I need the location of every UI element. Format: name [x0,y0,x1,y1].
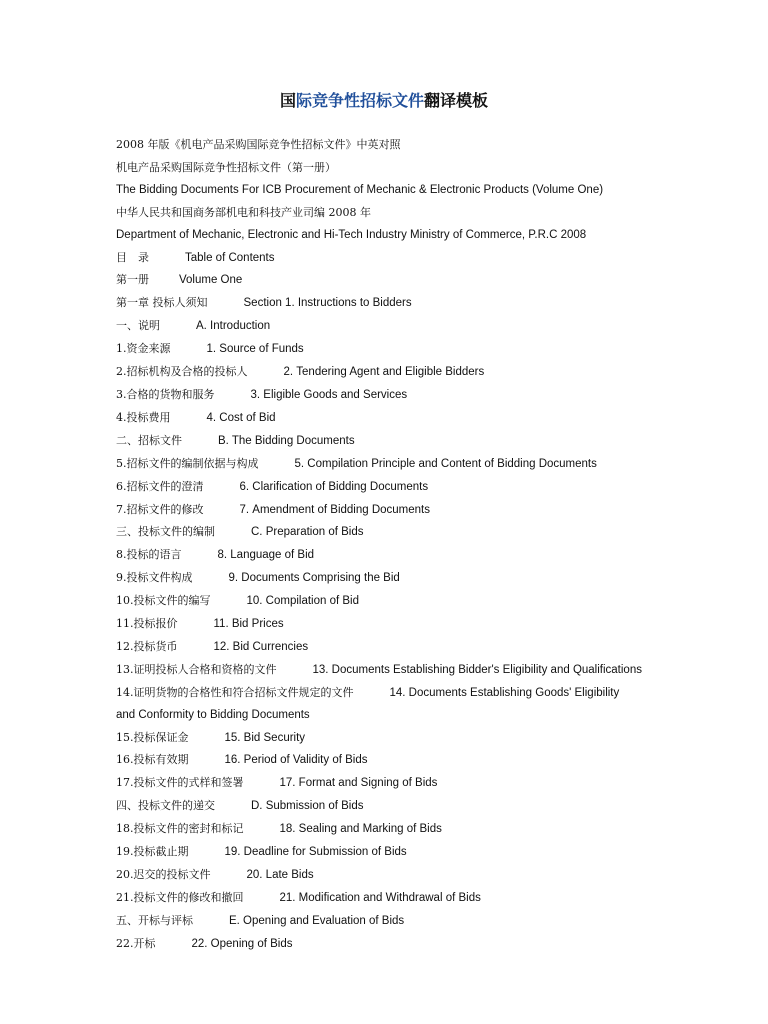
line-english-text: 22. Opening of Bids [191,937,293,950]
line-chinese-text: 19.投标截止期 [116,845,189,859]
document-line [116,180,736,202]
document-line [116,636,736,659]
line-chinese-text: 14.证明货物的合格性和符合招标文件规定的文件 [116,685,354,699]
document-line [116,521,736,544]
line-chinese-text: 目 录 [116,250,149,264]
line-english-text: E. Opening and Evaluation of Bids [229,914,405,927]
document-line [116,338,736,361]
line-english-text: 12. Bid Currencies [213,640,309,653]
document-line [116,705,736,727]
line-english-text: B. The Bidding Documents [218,434,355,447]
document-line [116,269,736,292]
line-english-text: D. Submission of Bids [251,800,364,813]
line-chinese-text: 11.投标报价 [116,617,178,631]
document-line [116,544,736,567]
line-chinese-text: 18.投标文件的密封和标记 [116,822,244,836]
document-line [116,818,736,841]
document-body [116,134,736,956]
line-english-text: Table of Contents [185,251,275,264]
line-chinese-text: 16.投标有效期 [116,753,189,767]
document-line [116,933,736,956]
line-english-text: and Conformity to Bidding Documents [116,708,310,721]
document-line [116,499,736,522]
document-line [116,795,736,818]
line-chinese-text: 9.投标文件构成 [116,571,193,585]
line-chinese-text: 3.合格的货物和服务 [116,387,215,401]
line-english-text: Volume One [179,274,243,287]
document-line [116,864,736,887]
document-line [116,292,736,315]
document-line [116,225,736,247]
line-chinese-text: 二、招标文件 [116,433,182,447]
document-line [116,202,736,225]
document-line [116,157,736,180]
document-line [116,682,736,705]
line-chinese-text: 一、说明 [116,319,160,333]
line-chinese-text: 20.迟交的投标文件 [116,868,211,881]
document-line [116,613,736,636]
line-chinese-text: 2008 年版《机电产品采购国际竞争性招标文件》中英对照 [116,138,401,151]
line-chinese-text: 5.招标文件的编制依据与构成 [116,456,259,470]
line-chinese-text: 2.招标机构及合格的投标人 [116,365,248,379]
line-english-text: 9. Documents Comprising the Bid [228,572,400,585]
document-line [116,476,736,499]
line-english-text: 7. Amendment of Bidding Documents [239,503,430,516]
line-english-text: 4. Cost of Bid [206,411,276,424]
line-english-text: 14. Documents Establishing Goods' Eligibility [389,686,620,699]
line-english-text: 11. Bid Prices [213,618,284,631]
line-english-text: 19. Deadline for Submission of Bids [224,846,407,859]
line-chinese-text: 4.投标费用 [116,410,171,424]
line-chinese-text: 12.投标货币 [116,639,178,653]
title-part-1: 国 [279,91,296,110]
line-english-text: 18. Sealing and Marking of Bids [279,823,442,836]
line-english-text: 8. Language of Bid [217,549,315,562]
line-chinese-text: 四、投标文件的递交 [116,799,215,813]
document-line [116,887,736,910]
document-line [116,772,736,795]
line-chinese-text: 机电产品采购国际竞争性招标文件（第一册） [116,160,336,174]
line-chinese-text: 10.投标文件的编写 [116,594,211,608]
line-chinese-text: 三、投标文件的编制 [116,525,215,539]
line-english-text: 15. Bid Security [224,731,306,744]
line-chinese-text: 21.投标文件的修改和撤回 [116,890,244,904]
line-chinese-text: 22.开标 [116,936,156,950]
document-line [116,384,736,407]
line-chinese-text: 中华人民共和国商务部机电和科技产业司编 2008 年 [116,205,371,219]
document-line [116,910,736,933]
line-english-text: 1. Source of Funds [206,343,304,356]
line-english-text: 6. Clarification of Bidding Documents [239,480,429,493]
line-chinese-text: 17.投标文件的式样和签署 [116,776,244,790]
line-english-text: 5. Compilation Principle and Content of Bidding Documents [294,457,597,470]
line-english-text: 10. Compilation of Bid [246,595,360,608]
line-english-text: 16. Period of Validity of Bids [224,754,368,767]
line-chinese-text: 15.投标保证金 [116,730,189,744]
line-english-text: Section 1. Instructions to Bidders [243,297,412,310]
line-english-text: 17. Format and Signing of Bids [279,777,438,790]
line-english-text: 21. Modification and Withdrawal of Bids [279,891,481,904]
line-chinese-text: 1.资金来源 [116,342,171,356]
title-part-2: 际竞争性招标文件 [295,91,424,110]
line-chinese-text: 第一章 投标人须知 [116,296,208,310]
document-line [116,841,736,864]
document-line [116,659,736,682]
line-chinese-text: 13.证明投标人合格和资格的文件 [116,662,277,676]
document-line [116,727,736,750]
line-chinese-text: 6.招标文件的澄清 [116,479,204,493]
line-chinese-text: 五、开标与评标 [116,913,193,927]
line-english-text: C. Preparation of Bids [251,526,364,539]
line-english-text: 3. Eligible Goods and Services [250,388,408,401]
document-title [0,90,768,112]
title-part-4: 模板 [456,91,489,110]
document-line [116,590,736,613]
line-english-text: 2. Tendering Agent and Eligible Bidders [283,366,485,379]
line-english-text: A. Introduction [196,320,271,333]
document-line [116,361,736,384]
document-line [116,453,736,476]
line-english-text: 13. Documents Establishing Bidder's Eligibility and Qualifications [312,663,642,676]
title-part-3: 翻译 [424,91,457,110]
document-line [116,315,736,338]
line-chinese-text: 7.招标文件的修改 [116,502,204,516]
line-english-text: 20. Late Bids [246,869,314,881]
line-english-text: The Bidding Documents For ICB Procurement of Mechanic & Electronic Products (Volume One) [116,183,604,196]
line-chinese-text: 8.投标的语言 [116,548,182,562]
document-line [116,749,736,772]
document-line [116,567,736,590]
document-line [116,247,736,270]
line-english-text: Department of Mechanic, Electronic and Hi-Tech Industry Ministry of Commerce, P.R.C 2008 [116,228,587,241]
document-line [116,407,736,430]
document-line [116,430,736,453]
line-chinese-text: 第一册 [116,273,149,287]
document-line [116,134,736,157]
